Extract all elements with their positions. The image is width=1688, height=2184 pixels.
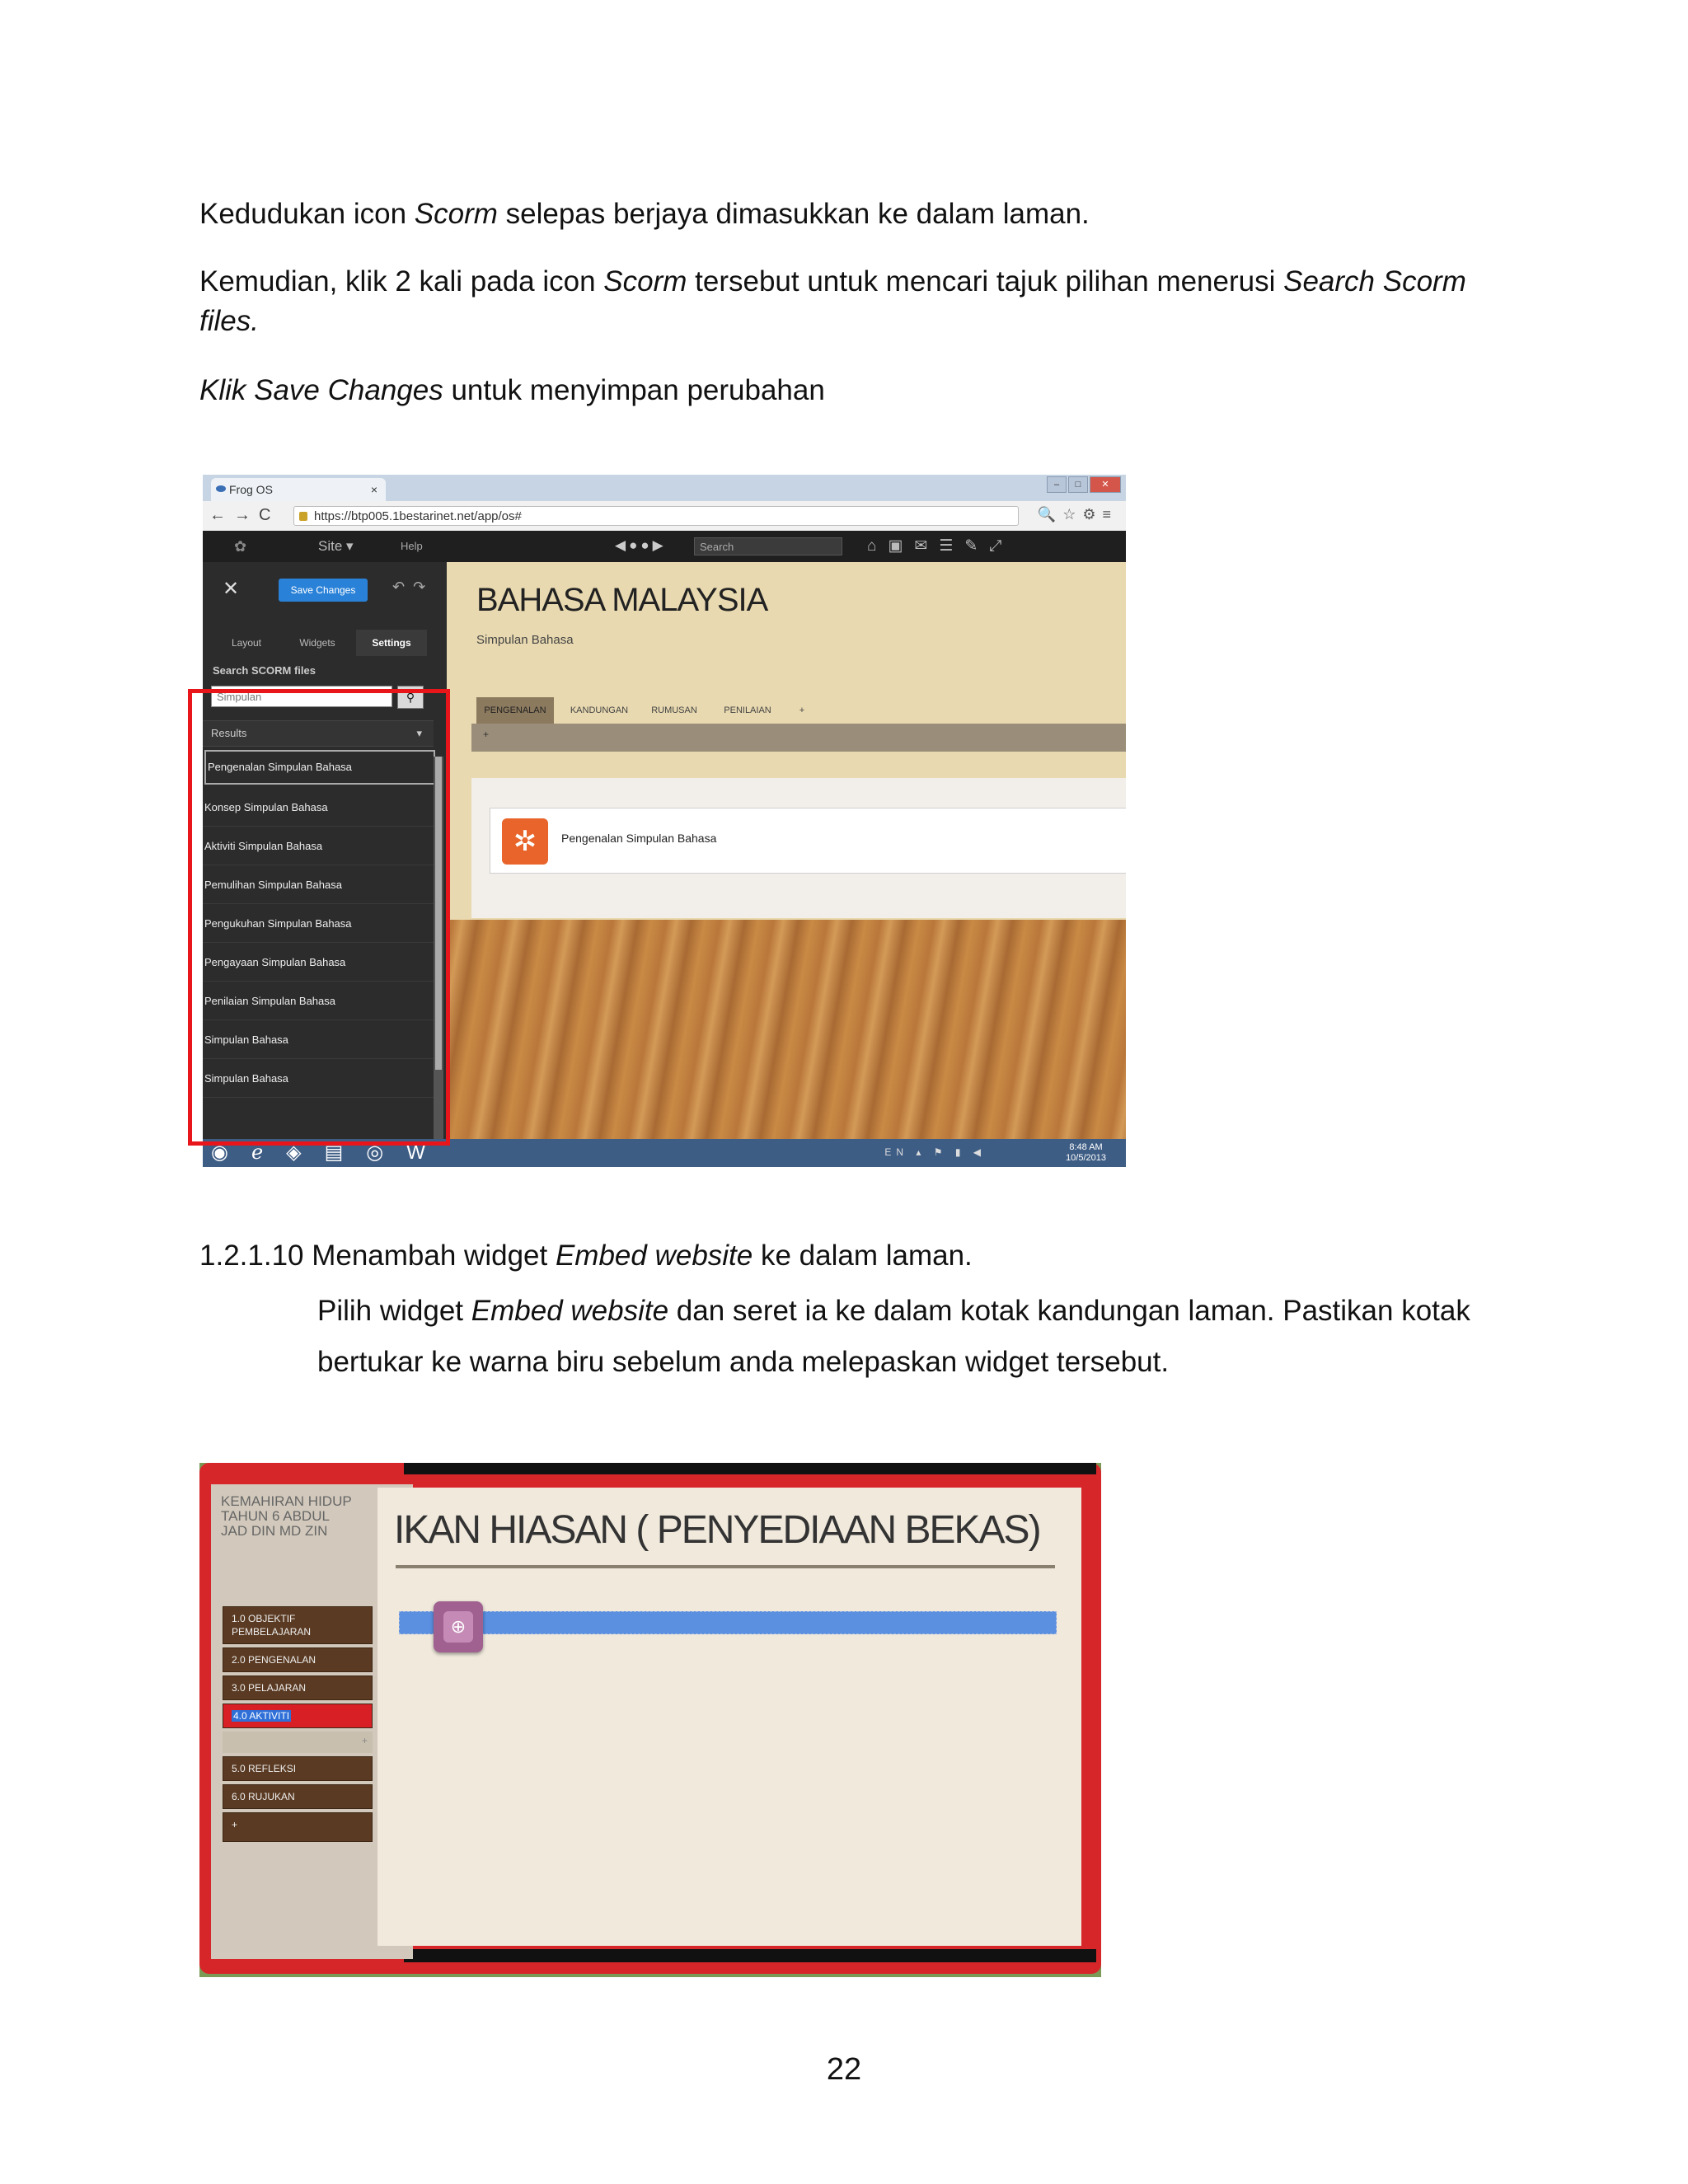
- content-tabs: [476, 697, 1126, 724]
- list-item[interactable]: Pemulihan Simpulan Bahasa: [203, 865, 437, 904]
- list-item[interactable]: Penilaian Simpulan Bahasa: [203, 982, 437, 1020]
- highlight-box: [188, 689, 450, 1146]
- system-tray[interactable]: EN ▴ ⚑ ▮ ◀: [884, 1146, 986, 1158]
- scorm-widget[interactable]: [490, 808, 1126, 874]
- scorm-icon[interactable]: ✲: [502, 818, 548, 865]
- clock-time: 8:48 AM: [1069, 1142, 1103, 1152]
- paragraph-2: [199, 262, 1485, 341]
- tab-pengenalan[interactable]: PENGENALAN: [476, 697, 554, 724]
- embed-website-widget[interactable]: [434, 1601, 483, 1652]
- results-label: Results: [211, 727, 247, 739]
- tab-rumusan[interactable]: RUMUSAN: [651, 705, 697, 715]
- section-heading: [199, 1236, 973, 1276]
- nav-item[interactable]: 3.0 PELAJARAN: [223, 1675, 373, 1700]
- text-run: ke dalam laman.: [753, 1240, 973, 1272]
- text-run: Scorm: [414, 198, 498, 230]
- taskbar-icons[interactable]: ◉ℯ◈▤◎W: [211, 1141, 448, 1164]
- screenshot-ikan-hiasan: [199, 1463, 1101, 1977]
- lock-icon: [299, 512, 307, 521]
- url-text: https://btp005.1bestarinet.net/app/os#: [314, 509, 522, 523]
- nav-item[interactable]: 1.0 OBJEKTIF PEMBELAJARAN: [223, 1606, 373, 1644]
- nav-item[interactable]: 6.0 RUJUKAN: [223, 1784, 373, 1809]
- page-subtitle: Simpulan Bahasa: [476, 633, 574, 647]
- add-icon[interactable]: +: [361, 1735, 368, 1746]
- frog-logo-icon[interactable]: ✿: [234, 538, 247, 555]
- close-panel-icon[interactable]: ✕: [223, 578, 240, 600]
- maximize-icon[interactable]: □: [1068, 476, 1088, 493]
- search-icon[interactable]: ⚲: [397, 686, 424, 709]
- page-sheet: [447, 562, 1126, 920]
- nav-buttons[interactable]: ←→C: [209, 506, 279, 524]
- text-run: 1.2.1.10 Menambah widget: [199, 1240, 556, 1272]
- add-row-icon[interactable]: +: [483, 729, 490, 740]
- scorm-widget-label: Pengenalan Simpulan Bahasa: [561, 832, 717, 845]
- text-run: Pilih widget: [317, 1295, 471, 1327]
- nav-item-active[interactable]: [223, 1704, 373, 1728]
- list-item[interactable]: Pengenalan Simpulan Bahasa: [204, 750, 435, 785]
- text-run: Embed website: [471, 1295, 669, 1327]
- search-heading: Search SCORM files: [213, 664, 316, 677]
- nav-item-label: 4.0 AKTIVITI: [233, 1710, 290, 1722]
- page-canvas: [447, 562, 1126, 1139]
- help-link[interactable]: Help: [401, 540, 423, 552]
- text-run: Scorm: [603, 265, 687, 298]
- tab-settings[interactable]: Settings: [356, 630, 427, 656]
- text-run: Kemudian, klik 2 kali pada icon: [199, 265, 604, 298]
- globe-icon: ⊕: [443, 1611, 473, 1643]
- chapter-nav: [223, 1606, 373, 1845]
- nav-add-row: [223, 1732, 373, 1753]
- page-title: IKAN HIASAN ( PENYEDIAAN BEKAS): [394, 1508, 1040, 1552]
- page-nav-dots[interactable]: ◀●●▶: [615, 537, 667, 553]
- tab-kandungan[interactable]: KANDUNGAN: [570, 705, 629, 715]
- content-strip: [471, 724, 1126, 752]
- list-item[interactable]: Aktiviti Simpulan Bahasa: [203, 827, 437, 865]
- subject-title: KEMAHIRAN HIDUP TAHUN 6 ABDUL JAD DIN MD ZIN: [221, 1493, 352, 1539]
- text-run: selepas berjaya dimasukkan ke dalam laman.: [497, 198, 1090, 230]
- frog-toolbar: [203, 531, 1126, 562]
- minimize-icon[interactable]: –: [1047, 476, 1067, 493]
- frog-search-input[interactable]: Search: [694, 537, 842, 555]
- text-run: untuk menyimpan perubahan: [443, 374, 825, 406]
- site-menu[interactable]: Site ▾: [318, 538, 354, 554]
- list-item[interactable]: Pengukuhan Simpulan Bahasa: [203, 904, 437, 943]
- chevron-down-icon: ▾: [416, 727, 422, 739]
- right-page: [377, 1488, 1081, 1946]
- browser-tab-bar: [203, 475, 1126, 501]
- address-bar-row: [203, 501, 1126, 532]
- nav-item[interactable]: 2.0 PENGENALAN: [223, 1647, 373, 1672]
- toolbar-icons[interactable]: ⌂▣✉☰✎⤢: [867, 537, 1014, 555]
- text-run: Kedudukan icon: [199, 198, 415, 230]
- title-divider: [396, 1565, 1055, 1568]
- tab-title: Frog OS: [229, 483, 273, 496]
- tab-close-icon[interactable]: ×: [370, 483, 377, 496]
- tab-layout[interactable]: Layout: [231, 637, 262, 649]
- language-indicator: EN: [884, 1146, 909, 1158]
- undo-redo-icon[interactable]: ↶↷: [392, 579, 434, 595]
- paragraph-5: [317, 1286, 1471, 1388]
- tab-widgets[interactable]: Widgets: [299, 637, 335, 649]
- page-title: BAHASA MALAYSIA: [476, 582, 768, 618]
- text-run: dan seret ia ke dalam kotak kandungan laman. Pastikan kotak bertukar ke warna biru sebelum anda melepaskan widget tersebut.: [317, 1295, 1470, 1378]
- list-item[interactable]: Simpulan Bahasa: [203, 1059, 437, 1098]
- nav-add-item[interactable]: +: [223, 1812, 373, 1842]
- text-run: Klik Save Changes: [199, 374, 443, 406]
- list-item[interactable]: Pengayaan Simpulan Bahasa: [203, 943, 437, 982]
- page-number: 22: [826, 2052, 862, 2087]
- drop-zone[interactable]: [399, 1611, 1057, 1634]
- paragraph-1: [199, 194, 1090, 234]
- nav-item[interactable]: 5.0 REFLEKSI: [223, 1756, 373, 1781]
- tab-add[interactable]: +: [799, 705, 805, 715]
- content-area: [471, 778, 1126, 918]
- list-item[interactable]: Konsep Simpulan Bahasa: [203, 788, 437, 827]
- frog-favicon-icon: [216, 485, 226, 492]
- clock-date: 10/5/2013: [1066, 1153, 1106, 1163]
- book-binding-top: [404, 1463, 1096, 1474]
- scorm-search-input[interactable]: Simpulan: [211, 686, 392, 707]
- text-run: Embed website: [555, 1240, 753, 1272]
- book-binding-bottom: [404, 1949, 1096, 1962]
- clock: [1066, 1142, 1106, 1164]
- browser-tools[interactable]: 🔍☆⚙≡: [1037, 506, 1118, 523]
- save-changes-button[interactable]: Save Changes: [279, 579, 368, 602]
- text-run: tersebut untuk mencari tajuk pilihan menerusi: [687, 265, 1284, 298]
- list-item[interactable]: Simpulan Bahasa: [203, 1020, 437, 1059]
- panel-tabs: [203, 630, 447, 656]
- browser-tab[interactable]: [211, 478, 386, 501]
- window-close-icon[interactable]: ✕: [1090, 476, 1121, 493]
- tab-penilaian[interactable]: PENILAIAN: [724, 705, 771, 715]
- url-field[interactable]: [293, 506, 1019, 526]
- text-run: Search Scorm files.: [199, 265, 1466, 337]
- paragraph-3: [199, 371, 825, 410]
- window-controls: [1047, 476, 1121, 493]
